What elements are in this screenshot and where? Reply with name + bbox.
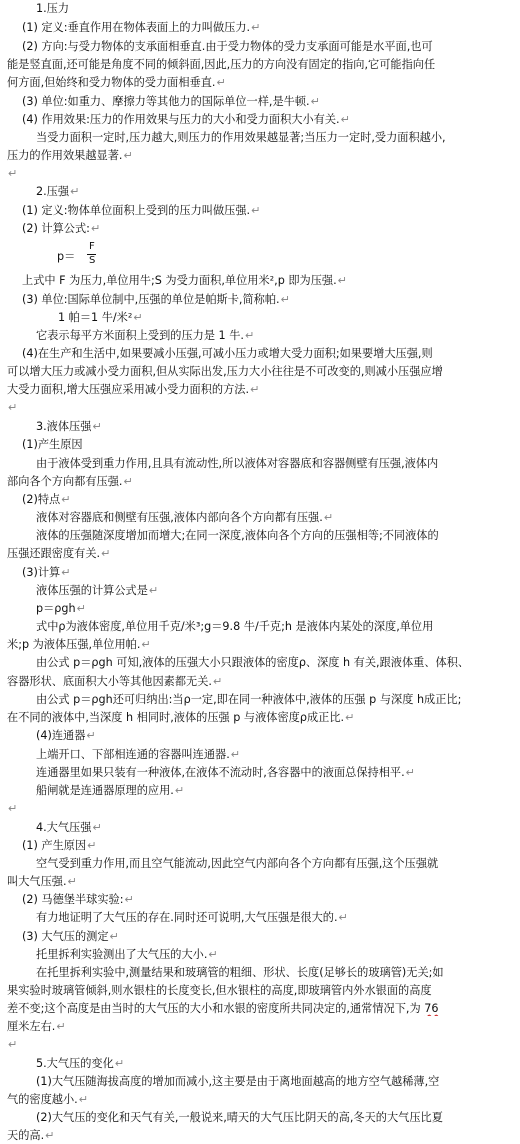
blank-line: ↵ (8, 802, 18, 815)
text-line: 米;p 为液体压强,单位用帕.↵ (7, 638, 151, 651)
formula-lhs: p＝ (57, 250, 76, 263)
blank-line: ↵ (8, 1038, 18, 1051)
text-line: 液体对容器底和侧壁有压强,液体内部向各个方向都有压强.↵ (36, 511, 334, 524)
text-line: (3) 单位:国际单位制中,压强的单位是帕斯卡,简称帕.↵ (22, 293, 290, 306)
text-line: (1)大气压随海拔高度的增加而减小,这主要是由于离地面越高的地方空气越稀薄,空 (36, 1075, 440, 1088)
text-line: 液体的压强随深度增加而增大;在同一深度,液体向各个方向的压强相等;不同液体的 (36, 529, 439, 542)
text-line: 空气受到重力作用,而且空气能流动,因此空气内部向各个方向都有压强,这个压强就 (36, 857, 439, 870)
text-line: (1)产生原因 (22, 438, 83, 451)
section-1-heading: 1.压力 (36, 2, 70, 15)
text-line: 能是竖直面,还可能是角度不同的倾斜面,因此,压力的方向没有固定的指向,它可能指向任 (7, 58, 436, 71)
blank-line: ↵ (8, 167, 18, 180)
text-line: 可以增大压力或减小受力面积,但从实际出发,压力大小往往是不可改变的,则减小压强应增 (7, 365, 443, 378)
pressure-formula (57, 241, 117, 269)
text-line: (4)在生产和生活中,如果要减小压强,可减小压力或增大受力面积;如果要增大压强,则 (22, 347, 433, 360)
text-line: 由公式 p＝ρgh还可归纳出:当ρ一定,即在同一种液体中,液体的压强 p 与深度 h成正比; (36, 693, 462, 706)
text-line: (2) 方向:与受力物体的支承面相垂直.由于受力物体的受力支承面可能是水平面,也可 (22, 40, 433, 53)
text-line: 叫大气压强.↵ (7, 875, 77, 888)
text-line: (3)计算↵ (22, 566, 71, 579)
text-line: 有力地证明了大气压的存在.同时还可说明,大气压强是很大的.↵ (36, 911, 348, 924)
text-line: 上式中 F 为压力,单位用牛;S 为受力面积,单位用米²,p 即为压强.↵ (22, 274, 348, 287)
text-line: 在托里拆利实验中,测量结果和玻璃管的粗细、形状、长度(足够长的玻璃管)无关;如 (36, 966, 444, 979)
blank-line: ↵ (8, 401, 18, 414)
formula-denominator: S (89, 255, 96, 266)
text-line: (2)特点↵ (22, 493, 71, 506)
text-line: 由于液体受到重力作用,且具有流动性,所以液体对容器底和容器侧壁有压强,液体内 (36, 457, 439, 470)
text-line: 在不同的液体中,当深度 h 相同时,液体的压强 p 与液体密度ρ成正比.↵ (7, 711, 355, 724)
text-line: 天的高.↵ (7, 1129, 55, 1142)
text-line: (1) 定义:物体单位面积上受到的压力叫做压强.↵ (22, 204, 261, 217)
text-line: 果实验时玻璃管倾斜,则水银柱的长度变长,但水银柱的高度,即玻璃管内外水银面的高度 (7, 984, 432, 997)
text-line: 液体压强的计算公式是↵ (36, 584, 159, 597)
text-line: 大受力面积,增大压强应采用减小受力面积的方法.↵ (7, 383, 260, 396)
text-line: (1) 产生原因↵ (22, 839, 97, 852)
text-line: 容器形状、底面积大小等其他因素都无关.↵ (7, 675, 223, 688)
text-line: (2)大气压的变化和天气有关,一般说来,晴天的大气压比阴天的高,冬天的大气压比夏 (36, 1111, 443, 1124)
section-2-heading: 2.压强↵ (36, 185, 80, 198)
text-line: 托里拆利实验测出了大气压的大小.↵ (36, 948, 218, 961)
text-line: (2) 马德堡半球实验:↵ (22, 893, 134, 906)
section-5-heading: 5.大气压的变化↵ (36, 1057, 125, 1070)
text-line: 1 帕＝1 牛/米²↵ (58, 311, 143, 324)
text-line: 何方面,但始终和受力物体的受力面相垂直.↵ (7, 76, 226, 89)
text-line: 连通器里如果只装有一种液体,在液体不流动时,各容器中的液面总保持相平.↵ (36, 766, 416, 779)
text-line: 差不变;这个高度是由当时的大气压的大小和水银的密度所共同决定的,通常情况下,为 76 (7, 1002, 439, 1015)
text-line: (3) 单位:如重力、摩擦力等其他力的国际单位一样,是牛顿.↵ (22, 95, 320, 108)
section-4-heading: 4.大气压强↵ (36, 821, 102, 834)
text-line: 压力的作用效果越显著.↵ (7, 149, 133, 162)
formula-line: p＝ρgh↵ (36, 602, 86, 615)
text-line: 由公式 p＝ρgh 可知,液体的压强大小只跟液体的密度ρ、深度 h 有关,跟液体重、体积、 (36, 656, 470, 669)
text-line: 它表示每平方米面积上受到的压力是 1 牛.↵ (36, 329, 255, 342)
text-line: 压强还跟密度有关.↵ (7, 547, 111, 560)
text-line: 船闸就是连通器原理的应用.↵ (36, 784, 185, 797)
text-line: 气的密度越小.↵ (7, 1093, 89, 1106)
section-3-heading: 3.液体压强↵ (36, 420, 102, 433)
text-line: 当受力面积一定时,压力越大,则压力的作用效果越显著;当压力一定时,受力面积越小, (36, 131, 446, 144)
text-line: (1) 定义:垂直作用在物体表面上的力叫做压力.↵ (22, 21, 261, 34)
value-76: 76 (424, 1002, 439, 1015)
text-line: (2) 计算公式:↵ (22, 222, 101, 235)
text-line: (3) 大气压的测定↵ (22, 930, 119, 943)
text-line: 式中ρ为液体密度,单位用千克/米³;g＝9.8 牛/千克;h 是液体内某处的深度,单位用 (36, 620, 434, 633)
text-line: 上端开口、下部相连通的容器叫连通器.↵ (36, 748, 241, 761)
text-line: (4)连通器↵ (36, 729, 96, 742)
text-line: 部向各个方向都有压强.↵ (7, 475, 133, 488)
text-line: 厘米左右.↵ (7, 1020, 66, 1033)
text-line: (4) 作用效果:压力的作用效果与压力的大小和受力面积大小有关.↵ (22, 113, 350, 126)
formula-numerator: F (89, 241, 95, 252)
